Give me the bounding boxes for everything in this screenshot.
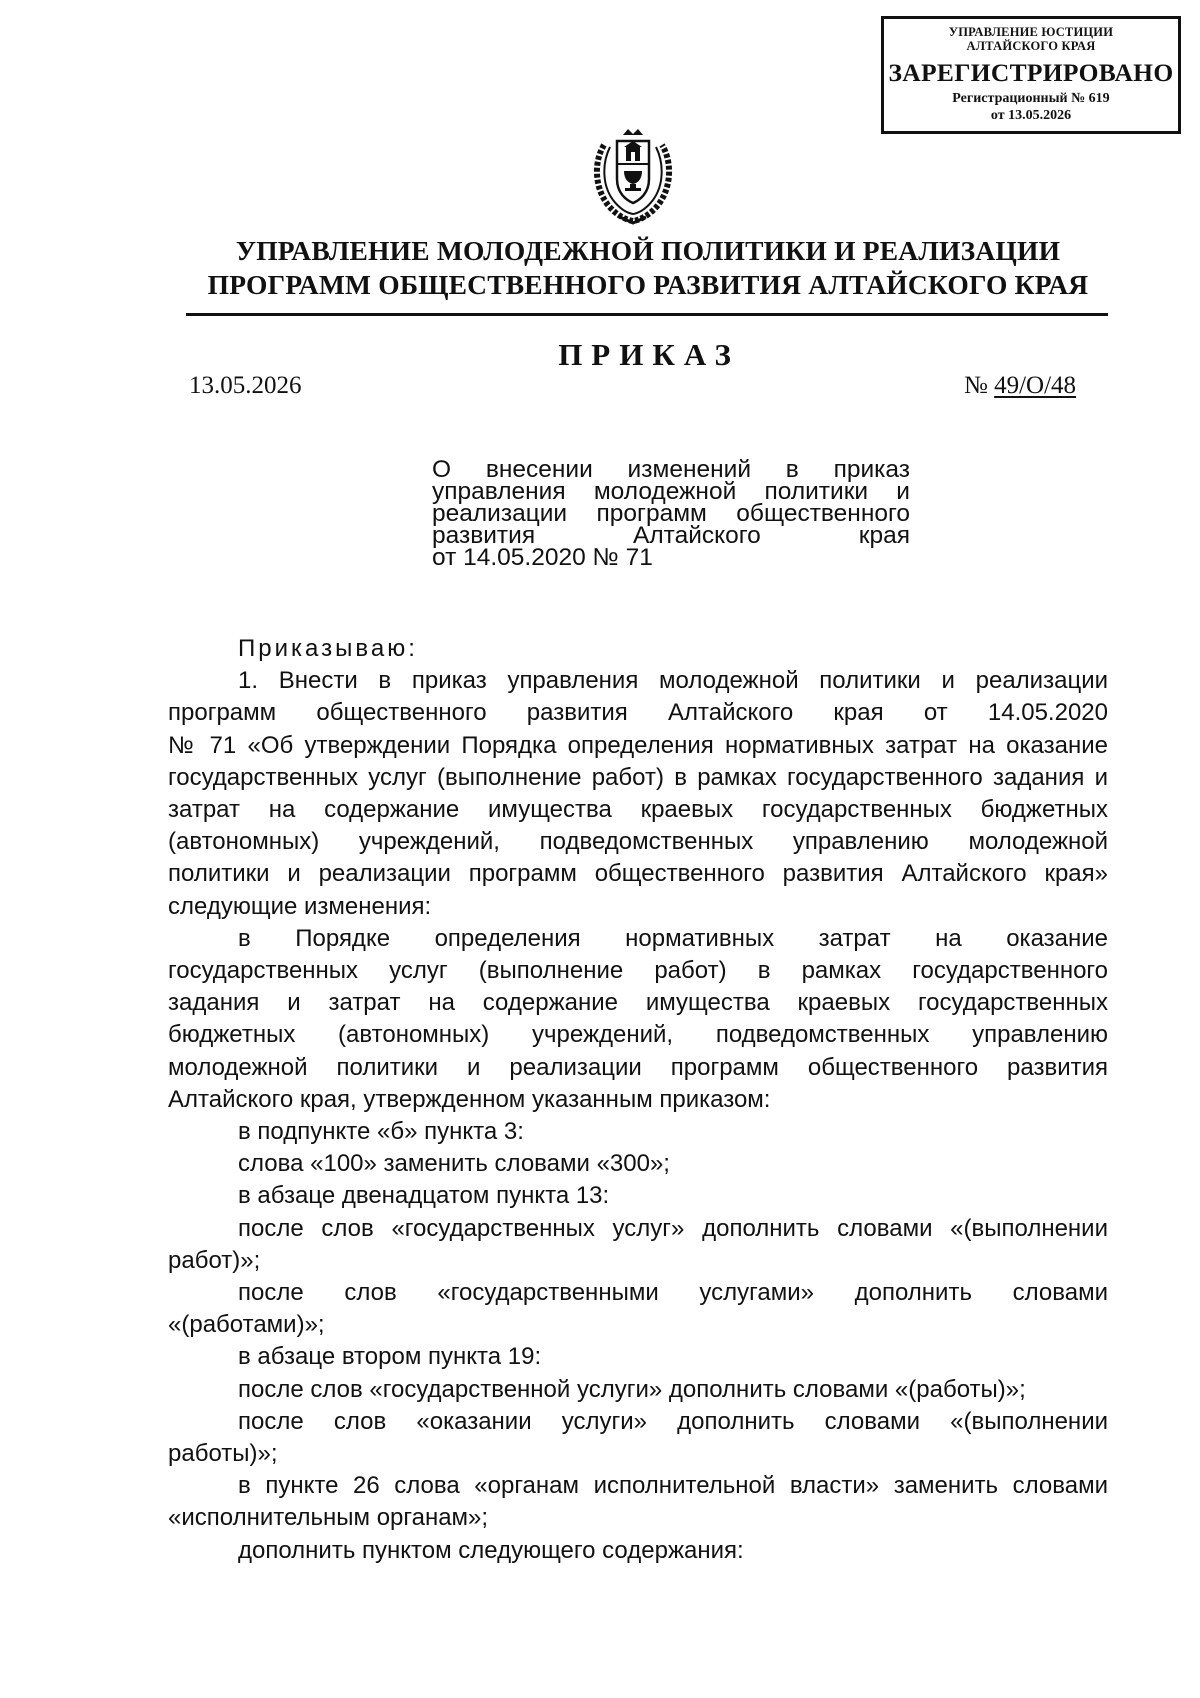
body-line: бюджетных (автономных) учреждений, подведомственных управлению — [168, 1021, 1108, 1049]
body-line: 1. Внести в приказ управления молодежной политики и реализации — [238, 667, 1108, 695]
order-number — [964, 372, 1076, 400]
registration-stamp — [881, 16, 1181, 134]
stamp-reg-number: Регистрационный № 619 — [952, 91, 1110, 106]
body-line: «исполнительным органам»; — [168, 1504, 489, 1532]
body-line: после слов «государственными услугами» дополнить словами — [238, 1279, 1108, 1307]
body-line: (автономных) учреждений, подведомственных управлению молодежной — [168, 828, 1108, 856]
coat-of-arms-icon — [590, 127, 676, 227]
body-line: «(работами)»; — [168, 1311, 325, 1339]
body-line: Алтайского края, утвержденном указанным приказом: — [168, 1085, 771, 1113]
body-line: политики и реализации программ общественного развития Алтайского края» — [168, 860, 1108, 888]
body-line: государственных услуг (выполнение работ) в рамках государственного задания и — [168, 763, 1108, 791]
order-subject — [432, 456, 910, 571]
body-line: затрат на содержание имущества краевых государственных бюджетных — [168, 796, 1108, 824]
order-number-prefix: № — [964, 372, 995, 399]
subject-line: реализации программ общественного — [432, 500, 910, 527]
subject-line: развития Алтайского края — [432, 522, 910, 549]
body-line: работы)»; — [168, 1440, 278, 1468]
body-line: после слов «государственных услуг» дополнить словами «(выполнении — [238, 1214, 1108, 1242]
subject-line: от 14.05.2020 № 71 — [432, 544, 653, 571]
body-line: работ)»; — [168, 1246, 261, 1274]
order-body — [168, 633, 1108, 1567]
body-line: программ общественного развития Алтайского края от 14.05.2020 — [168, 699, 1108, 727]
body-line: в абзаце двенадцатом пункта 13: — [238, 1182, 610, 1210]
body-line: слова «100» заменить словами «300»; — [238, 1150, 670, 1178]
stamp-org-line1: УПРАВЛЕНИЕ ЮСТИЦИИ — [948, 25, 1114, 39]
department-heading-line2: ПРОГРАММ ОБЩЕСТВЕННОГО РАЗВИТИЯ АЛТАЙСКОГО КРАЯ — [207, 269, 1089, 300]
header-divider — [186, 313, 1108, 316]
department-heading — [168, 234, 1128, 302]
body-line: после слов «оказании услуги» дополнить словами «(выполнении — [238, 1407, 1108, 1435]
body-line: государственных услуг (выполнение работ) в рамках государственного — [168, 957, 1108, 985]
order-number-value: 49/О/48 — [994, 372, 1077, 399]
stamp-reg-date: от 13.05.2026 — [990, 108, 1072, 123]
body-line: № 71 «Об утверждении Порядка определения нормативных затрат на оказание — [168, 731, 1108, 759]
body-line: в Порядке определения нормативных затрат на оказание — [238, 924, 1108, 952]
order-title: ПРИКАЗ — [558, 337, 740, 372]
order-date: 13.05.2026 — [189, 372, 302, 399]
department-heading-line1: УПРАВЛЕНИЕ МОЛОДЕЖНОЙ ПОЛИТИКИ И РЕАЛИЗАЦИИ — [235, 235, 1061, 266]
body-line: дополнить пунктом следующего содержания: — [238, 1536, 744, 1564]
body-line: Приказываю: — [238, 635, 418, 662]
body-line: в пункте 26 слова «органам исполнительной власти» заменить словами — [238, 1472, 1108, 1500]
body-line: задания и затрат на содержание имущества краевых государственных — [168, 989, 1108, 1017]
stamp-status: ЗАРЕГИСТРИРОВАНО — [888, 58, 1174, 87]
subject-line: О внесении изменений в приказ — [432, 456, 910, 483]
body-line: в подпункте «б» пункта 3: — [238, 1118, 524, 1146]
subject-line: управления молодежной политики и — [432, 478, 910, 505]
stamp-org-line2: АЛТАЙСКОГО КРАЯ — [966, 39, 1096, 53]
body-line: в абзаце втором пункта 19: — [238, 1343, 542, 1371]
body-line: молодежной политики и реализации программ общественного развития — [168, 1053, 1108, 1081]
body-line: следующие изменения: — [168, 892, 432, 920]
body-line: после слов «государственной услуги» дополнить словами «(работы)»; — [238, 1375, 1026, 1403]
